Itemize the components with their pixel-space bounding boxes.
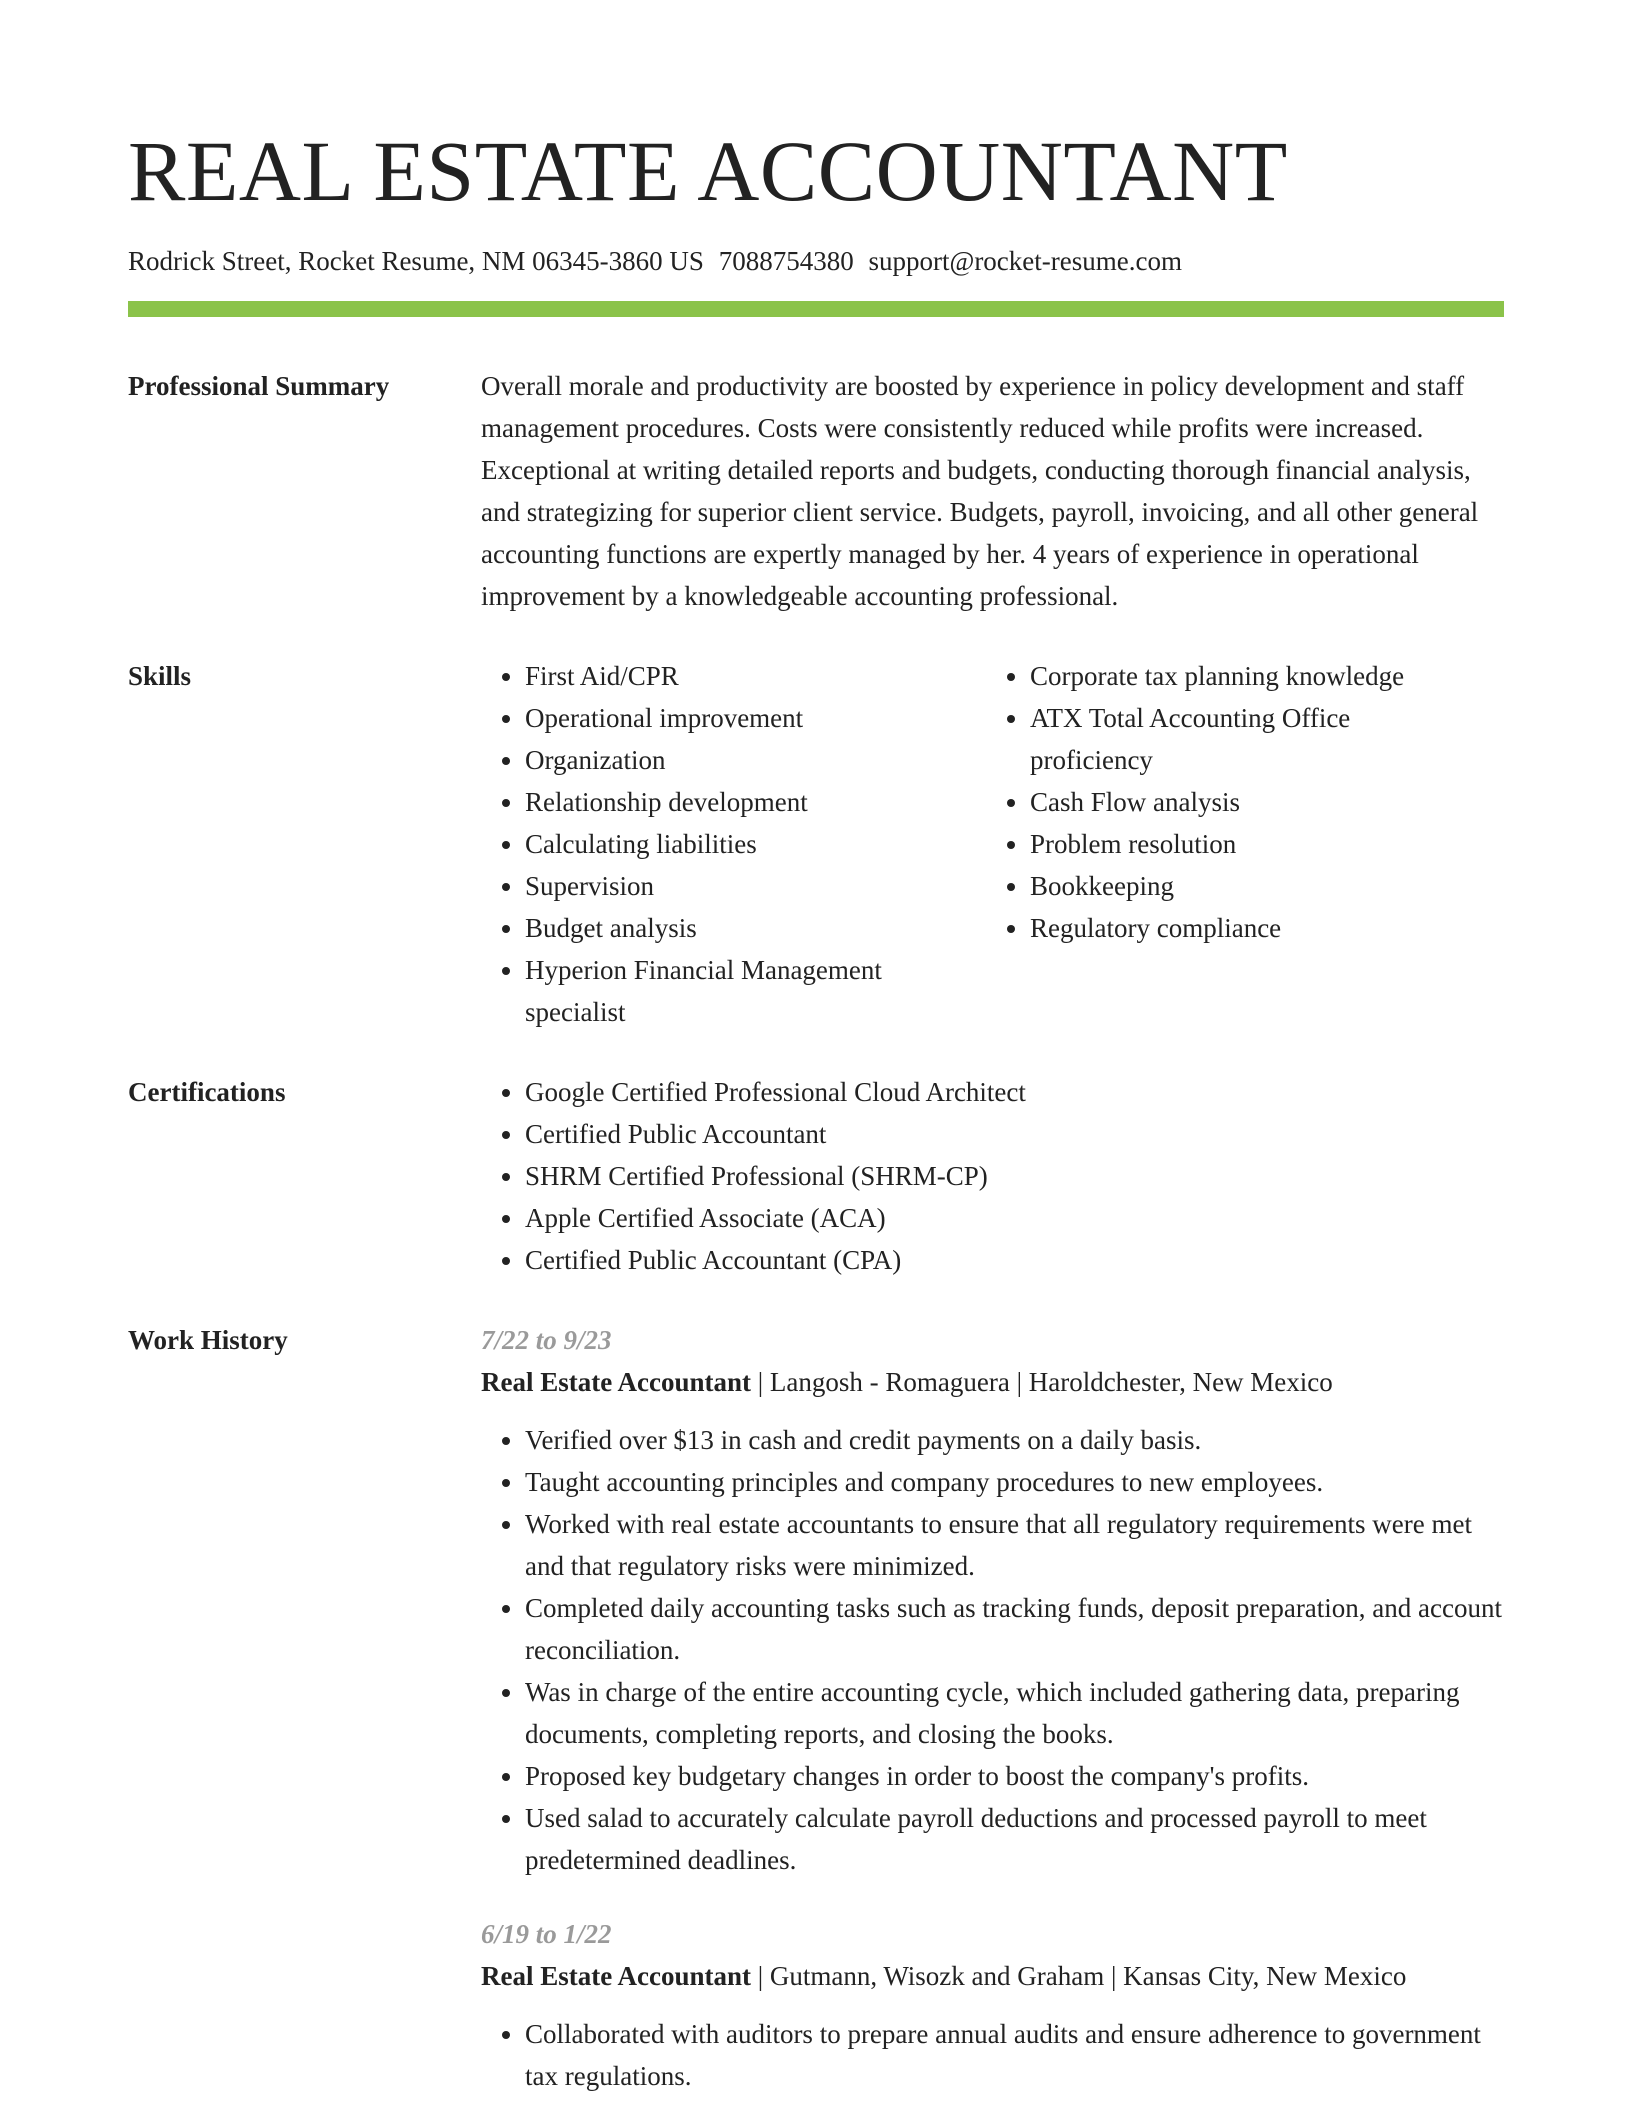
summary-section <box>128 365 1504 617</box>
skill-item: • Problem resolution <box>1030 823 1486 865</box>
job-bullet: • Collaborated with auditors to prepare annual audits and ensure adherence to government tax regulations. <box>525 2013 1504 2097</box>
work-history-section <box>128 1319 1504 2097</box>
skill-item: • Corporate tax planning knowledge <box>1030 655 1486 697</box>
job-bullet: • Completed daily accounting tasks such as tracking funds, deposit preparation, and account reconciliation. <box>525 1587 1504 1671</box>
work-history-label: Work History <box>128 1325 288 1355</box>
skills-list-right <box>986 655 1486 1033</box>
job-bullet: • Was in charge of the entire accounting cycle, which included gathering data, preparing documents, completing reports, and closing the books. <box>525 1671 1504 1755</box>
header-divider <box>128 301 1504 317</box>
skills-label: Skills <box>128 661 192 691</box>
job-bullet: • Verified over $13 in cash and credit payments on a daily basis. <box>525 1419 1504 1461</box>
skill-item: • Relationship development <box>525 781 986 823</box>
skill-item: • Hyperion Financial Management specialist <box>525 949 986 1033</box>
contact-email: support@rocket-resume.com <box>868 246 1182 276</box>
contact-address: Rodrick Street, Rocket Resume, NM 06345-3860 US <box>128 246 704 276</box>
job-entry <box>481 1913 1504 2097</box>
certification-item: • Google Certified Professional Cloud Architect <box>525 1071 1504 1113</box>
certifications-label: Certifications <box>128 1077 286 1107</box>
skill-item: • Calculating liabilities <box>525 823 986 865</box>
job-title: Real Estate Accountant <box>481 1367 751 1397</box>
resume-title: REAL ESTATE ACCOUNTANT <box>128 123 1288 219</box>
job-heading <box>481 1361 1504 1403</box>
skill-item: • ATX Total Accounting Office proficiency <box>1030 697 1486 781</box>
skill-item: • Bookkeeping <box>1030 865 1486 907</box>
job-heading <box>481 1955 1504 1997</box>
job-dates: 7/22 to 9/23 <box>481 1325 612 1355</box>
certification-item: • Apple Certified Associate (ACA) <box>525 1197 1504 1239</box>
skills-list-left <box>481 655 986 1033</box>
job-bullet: • Worked with real estate accountants to ensure that all regulatory requirements were met and that regulatory risks were minimized. <box>525 1503 1504 1587</box>
summary-label: Professional Summary <box>128 371 390 401</box>
certifications-body <box>481 1071 1504 1281</box>
contact-line <box>128 241 1504 281</box>
summary-text: Overall morale and productivity are boosted by experience in policy development and staff management procedures. Costs were consistently reduced while profits were increased. Exceptional at writing detailed reports and budgets, conducting thorough financial analysis, and strategizing for superior client service. Budgets, payroll, invoicing, and all other general accounting functions are expertly managed by her. 4 years of experience in operational improvement by a knowledgeable accounting professional. <box>481 371 1479 611</box>
skill-item: • Operational improvement <box>525 697 986 739</box>
job-bullet: • Used salad to accurately calculate payroll deductions and processed payroll to meet predetermined deadlines. <box>525 1797 1504 1881</box>
skill-item: • Budget analysis <box>525 907 986 949</box>
job-dates: 6/19 to 1/22 <box>481 1919 612 1949</box>
job-bullets <box>481 1419 1504 1881</box>
certification-item: • Certified Public Accountant (CPA) <box>525 1239 1504 1281</box>
work-history-body <box>481 1319 1504 2097</box>
certification-item: • SHRM Certified Professional (SHRM-CP) <box>525 1155 1504 1197</box>
job-details: | Langosh - Romaguera | Haroldchester, New Mexico <box>757 1367 1333 1397</box>
certification-item: • Certified Public Accountant <box>525 1113 1504 1155</box>
skills-body <box>481 655 1504 1033</box>
skills-section <box>128 655 1504 1033</box>
job-bullet: • Taught accounting principles and company procedures to new employees. <box>525 1461 1504 1503</box>
job-details: | Gutmann, Wisozk and Graham | Kansas City, New Mexico <box>757 1961 1407 1991</box>
skill-item: • Supervision <box>525 865 986 907</box>
job-bullets <box>481 2013 1504 2097</box>
skill-item: • First Aid/CPR <box>525 655 986 697</box>
skill-item: • Cash Flow analysis <box>1030 781 1486 823</box>
summary-body <box>481 365 1504 617</box>
certifications-section <box>128 1071 1504 1281</box>
contact-phone: 7088754380 <box>718 246 854 276</box>
skill-item: • Regulatory compliance <box>1030 907 1486 949</box>
job-entry <box>481 1319 1504 1881</box>
skill-item: • Organization <box>525 739 986 781</box>
job-title: Real Estate Accountant <box>481 1961 751 1991</box>
certifications-list <box>481 1071 1504 1281</box>
job-bullet: • Proposed key budgetary changes in order to boost the company's profits. <box>525 1755 1504 1797</box>
